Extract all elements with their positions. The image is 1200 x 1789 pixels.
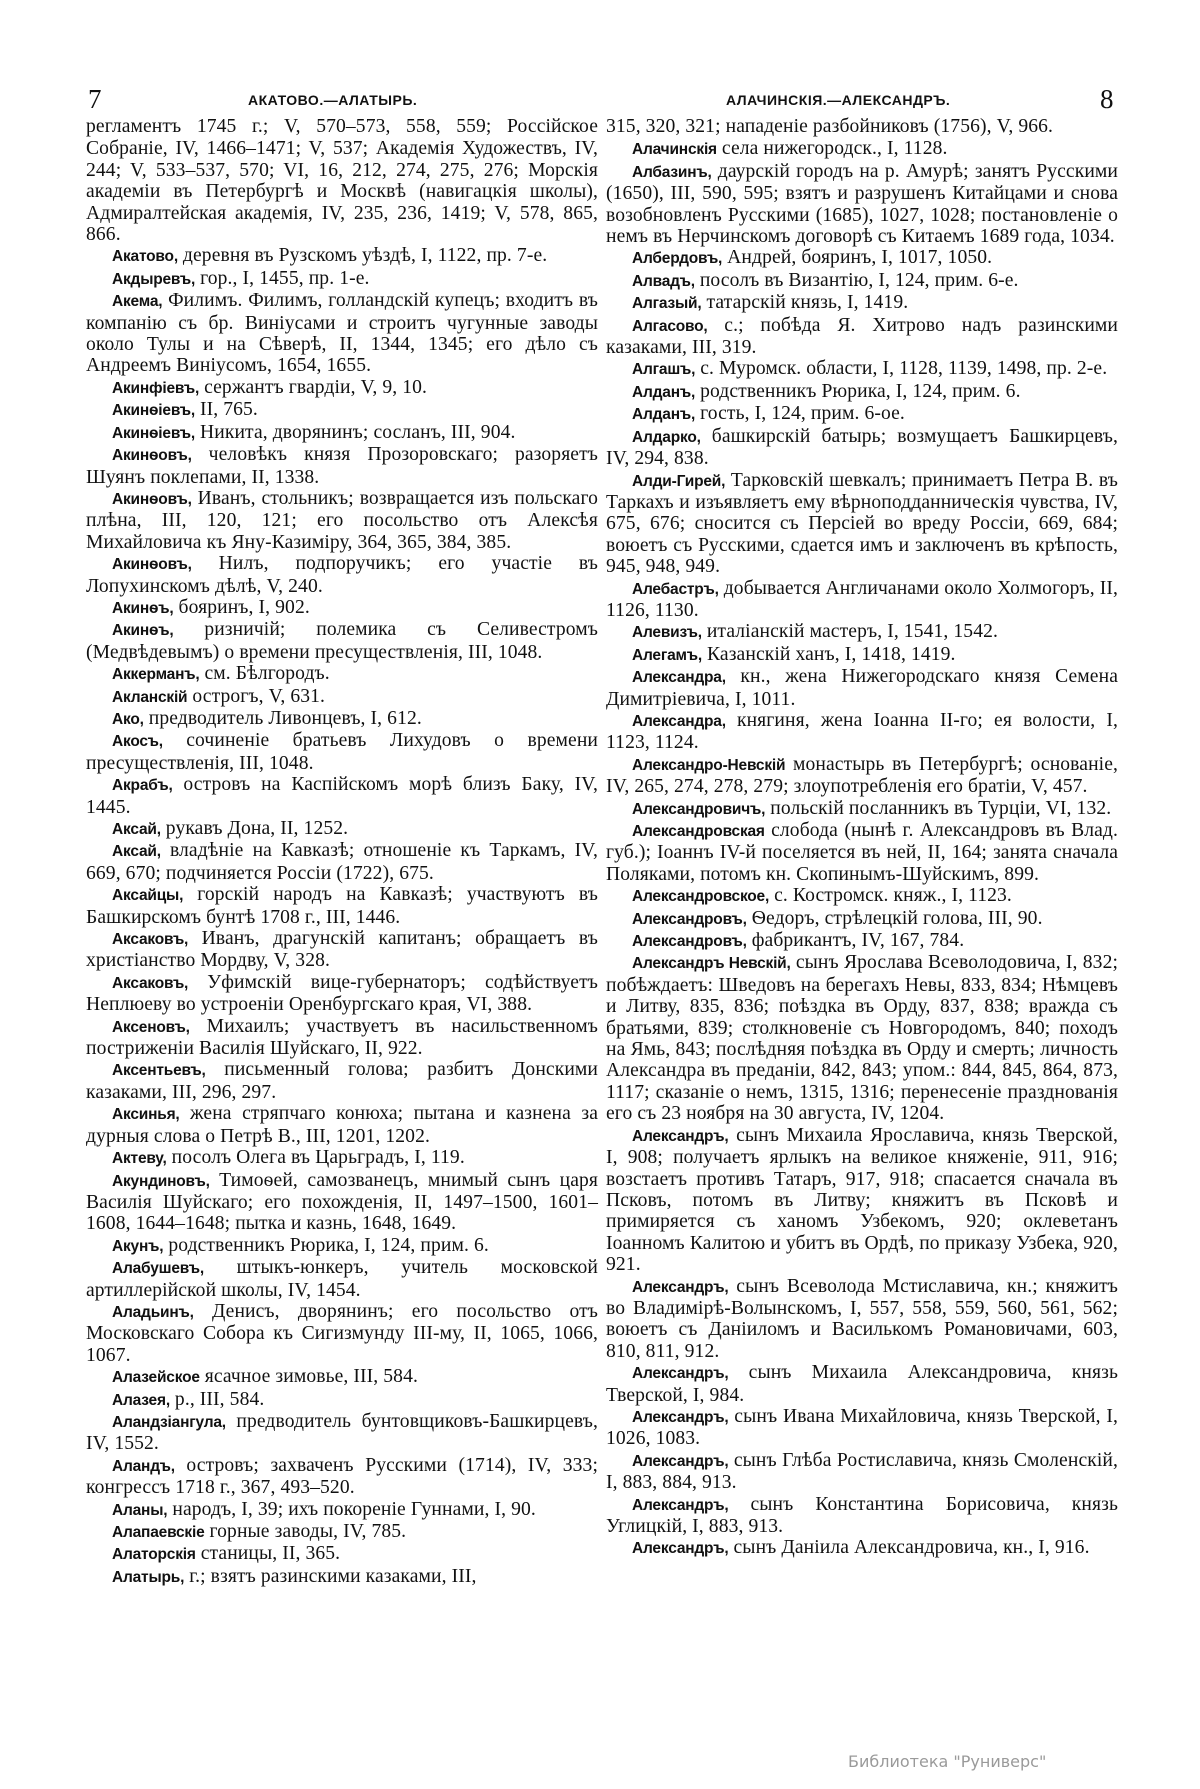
entry-text: кн., жена Нижегородскаго князя Семена Димитріевича, I, 1011. [606,666,1118,710]
index-entry [86,774,598,818]
index-entry [606,1276,1118,1363]
entry-heading: Алгашъ, [632,361,696,379]
entry-heading: Акосъ, [112,733,163,751]
index-entry [606,292,1118,314]
entry-text: башкирскій батырь; возмущаетъ Башкирцевъ, IV, 294, 838. [606,425,1118,470]
entry-heading: Алегамъ, [632,646,703,664]
index-entry [606,798,1118,820]
entry-heading: Алгазый, [632,295,702,313]
entry-heading: Акатово, [112,248,178,266]
entry-heading: Актеву, [112,1150,167,1168]
library-watermark: Библиотека "Руниверс" [848,1752,1047,1771]
right-running-title: АЛАЧИНСКІЯ.—АЛЕКСАНДРЪ. [726,92,951,108]
index-entry [86,597,598,619]
entry-text: островъ на Каспійскомъ морѣ близъ Баку, IV, 1445. [86,774,598,818]
entry-text: Казанскій ханъ, I, 1418, 1419. [702,643,956,665]
index-entry [86,619,598,663]
entry-text: сынъ Михаила Ярославича, князь Тверской, I, 908; получаетъ ярлыкъ на великое княженіе, 911, 916; возстаетъ противъ Татаръ, 917, 918; спасается сначала въ Псковъ, потомъ въ Литву; княжитъ въ Псковѣ и примиряется съ ханомъ Узбекомъ, 920; оклеветанъ Іоанномъ Калитою и убитъ въ Ордѣ, по приказу Узбека, 920, 921. [606,1124,1118,1276]
entry-text: с. Костромск. княж., I, 1123. [769,885,1012,907]
index-entry [606,754,1118,798]
entry-heading: Акунъ, [112,1237,164,1255]
entry-heading: Алазейское [112,1369,200,1387]
entry-heading: Аксаковъ, [112,974,189,992]
entry-text: княгиня, жена Іоанна II-го; ея волости, I, 1123, 1124. [606,709,1118,754]
index-entry [86,290,598,377]
entry-heading: Александро-Невскій [632,756,786,774]
index-entry [86,268,598,290]
entry-text: сочиненіе братьевъ Лихудовъ о времени пресуществленія, III, 1048. [86,730,598,774]
entry-text: Иванъ, драгунскій капитанъ; обращаетъ въ христіанство Мордву, V, 328. [86,928,598,972]
entry-heading: Александръ, [632,1496,729,1514]
entry-text: сынъ Всеволода Мстиславича, кн.; княжитъ во Владимірѣ-Волынскомъ, I, 557, 558, 559, 560, 561, 562; воюетъ съ Даніиломъ и Василькомъ Романовичами, 603, 810, 811, 912. [606,1275,1118,1362]
entry-text: горскій народъ на Кавказѣ; участвуютъ въ Башкирскомъ бунтѣ 1708 г., III, 1446. [86,884,598,928]
entry-text: Иванъ, стольникъ; возвращается изъ польскаго плѣна, III, 120, 121; его посольство отъ Алексѣя Михайловича къ Яну-Казиміру, 364, 365, 384, 385. [86,487,598,553]
entry-heading: Алданъ, [632,406,696,424]
entry-text: письменный голова; разбитъ Донскими казаками, III, 296, 297. [86,1059,598,1103]
entry-heading: Акема, [112,293,163,311]
entry-text: горные заводы, IV, 785. [204,1521,407,1542]
index-entry [606,908,1118,930]
entry-heading: Акинѳіевъ, [112,402,195,420]
entry-heading: Алевизъ, [632,624,702,642]
entry-heading: Акланскій [112,688,188,706]
index-entry [606,1125,1118,1276]
entry-heading: Акундиновъ, [112,1172,210,1190]
index-entry [86,708,598,730]
entry-text: Филимъ. Филимъ, голландскій купецъ; входитъ въ компанію съ бр. Виніусами и строитъ чугунные заводы около Тулы и на Сѣверѣ, II, 1344, 1345; его дѣло съ Андреемъ Виніусомъ, 1654, 1655. [86,290,598,377]
entry-text: Михаилъ; участвуетъ въ насильственномъ постриженіи Василія Шуйскаго, II, 922. [86,1015,598,1060]
entry-text: острогъ, V, 631. [187,685,326,707]
index-entry [606,820,1118,885]
entry-text: регламентъ 1745 г.; V, 570–573, 558, 559; Россійское Собраніе, IV, 1466–1471; V, 537; Академія Художествъ, IV, 244; V, 533–537, 570; VI, 16, 212, 274, 275, 276; Морскія академіи въ Петербургѣ и Москвѣ (навигацкія школы), Адмиралтейская академія, IV, 235, 236, 1419; V, 578, 865, 866. [86,116,598,246]
index-entry [86,1059,598,1103]
index-entry [606,578,1118,622]
index-entry [86,1411,598,1455]
entry-text: г.; взятъ разинскими казаками, III, [184,1565,477,1587]
entry-text: польскій посланникъ въ Турціи, VI, 132. [765,797,1112,819]
left-column [86,116,598,1588]
entry-heading: Акинѳовъ, [112,490,192,508]
entry-heading: Александровичъ, [632,800,766,818]
index-entry [86,488,598,553]
index-entry [606,1362,1118,1406]
entry-text: села нижегородск., I, 1128. [716,138,948,160]
index-entry [606,930,1118,952]
entry-text: Никита, дворянинъ; сосланъ, III, 904. [195,421,516,443]
entry-text: ясачное зимовье, III, 584. [199,1366,418,1388]
index-entry [606,952,1118,1124]
entry-text: Нилъ, подпоручикъ; его участіе въ Лопухинскомъ дѣлѣ, V, 240. [86,553,598,597]
index-entry [86,1455,598,1499]
index-entry [86,1543,598,1565]
entry-heading: Акинѳъ, [112,622,174,640]
entry-heading: Аланы, [112,1501,168,1519]
index-entry [86,245,598,267]
index-entry [606,470,1118,578]
index-entry [86,1389,598,1411]
entry-text: гость, I, 124, прим. 6-ое. [695,403,905,425]
entry-heading: Аландзіангула, [112,1413,226,1431]
entry-text: даурскій городъ на р. Амурѣ; занятъ Русскими (1650), III, 590, 595; взятъ и разрушенъ Китайцами и снова возобновленъ Русскими (1685), 1027, 1028; постановленіе о немъ въ Нерчинскомъ договорѣ съ Китаемъ 1689 года, 1034. [606,160,1118,248]
index-entry [86,377,598,399]
entry-text: посолъ въ Византію, I, 124, прим. 6-е. [694,269,1019,291]
entry-heading: Алазея, [112,1391,170,1409]
entry-heading: Алданъ, [632,383,696,401]
entry-text: сынъ Глѣба Ростиславича, князь Смоленскій, I, 883, 884, 913. [606,1449,1118,1494]
entry-heading: Аксай, [112,821,161,838]
index-entry [606,1406,1118,1450]
entry-text: владѣніе на Кавказѣ; отношеніе къ Таркамъ, IV, 669, 670; подчиняется Россіи (1722), 675. [86,840,598,884]
entry-text: с.; побѣда Я. Хитрово надъ разинскими казаками, III, 319. [606,314,1118,359]
index-entry [606,161,1118,248]
entry-text: сынъ Константина Борисовича, князь Углицкій, I, 883, 913. [606,1493,1118,1537]
index-entry [86,1103,598,1147]
entry-text: островъ; захваченъ Русскими (1714), IV, 333; конгрессъ 1718 г., 367, 493–520. [86,1454,598,1499]
entry-text: штыкъ-юнкеръ, учитель московской артиллерійской школы, IV, 1454. [86,1257,598,1301]
right-page-number: 8 [1100,84,1114,114]
entry-text: бояринъ, I, 902. [173,596,310,618]
index-entry [606,138,1118,160]
entry-text: гор., I, 1455, пр. 1-е. [195,267,370,289]
index-entry [86,116,598,245]
index-entry [86,1521,598,1543]
entry-heading: Алабушевъ, [112,1260,204,1278]
entry-text: человѣкъ князя Прозоровскаго; разоряетъ Шуянъ поклепами, II, 1338. [86,444,598,488]
entry-heading: Аландъ, [112,1457,175,1475]
entry-text: родственникъ Рюрика, I, 124, прим. 6. [695,380,1021,402]
entry-text: Уфимскій вице-губернаторъ; содѣйствуетъ Неплюеву во устроеніи Оренбургскаго края, VI, 388. [86,971,598,1016]
entry-text: ризничій; полемика съ Селивестромъ (Медвѣдевымъ) о времени пресуществленія, III, 1048. [86,619,598,663]
entry-text: добывается Англичанами около Холмогоръ, II, 1126, 1130. [606,577,1118,621]
entry-heading: Александровская [632,823,765,840]
entry-text: слобода (нынѣ г. Александровъ въ Влад. губ.); Іоаннъ IV-й поселяется въ ней, II, 164; занята сначала Поляками, потомъ кн. Скопинымъ-Шуйскимъ, 899. [606,820,1118,885]
entry-heading: Александровское, [632,888,770,906]
index-entry [606,315,1118,359]
index-entry [606,1494,1118,1538]
entry-text: фабрикантъ, IV, 167, 784. [746,930,965,952]
entry-heading: Акинѳіевъ, [112,424,195,442]
entry-heading: Акинѳъ, [112,599,174,617]
entry-heading: Акдыревъ, [112,270,196,288]
index-entry [606,710,1118,754]
entry-text: татарскій князь, I, 1419. [701,292,909,314]
index-entry [86,1366,598,1388]
index-entry [86,1016,598,1060]
entry-text: р., III, 584. [169,1388,265,1410]
index-entry [86,663,598,685]
index-entry [606,270,1118,292]
index-entry [606,1450,1118,1494]
index-entry [606,621,1118,643]
index-entry [86,444,598,488]
index-entry [606,666,1118,710]
entry-heading: Александра, [632,669,726,687]
index-entry [606,358,1118,380]
entry-text: см. Бѣлгородъ. [199,663,330,685]
entry-heading: Акинѳовъ, [112,447,192,465]
left-page-number: 7 [88,84,102,114]
index-entry [86,840,598,884]
index-entry [86,1566,598,1588]
entry-text: 315, 320, 321; нападеніе разбойниковъ (1756), V, 966. [606,116,1054,137]
index-entry [606,403,1118,425]
index-entry [86,972,598,1016]
index-entry [86,1147,598,1169]
entry-heading: Александровъ, [632,910,747,928]
index-entry [606,116,1118,138]
index-entry [606,885,1118,907]
entry-heading: Александръ, [632,1365,729,1383]
left-running-title: АКАТОВО.—АЛАТЫРЬ. [248,92,418,108]
index-entry [86,1499,598,1521]
entry-heading: Алдарко, [632,428,701,446]
entry-text: сынъ Ярослава Всеволодовича, I, 832; побѣждаетъ: Шведовъ на берегахъ Невы, 833, 834; Нѣмцевъ и Литву, 835, 836; поѣздка въ Орду, 837, 838; вражда съ братьями, 839; столкновеніе съ Новгородомъ, 840; походъ на Ямь, 843; послѣдняя поѣздка въ Орду и смерть; личность Александра въ преданіи, 842, 843; упом.: 844, 845, 864, 873, 1117; сказаніе о немъ, 1315, 1316; перенесеніе празднованія его съ 23 ноября на 30 августа, IV, 1204. [606,952,1119,1125]
entry-text: предводитель бунтовщиковъ-Башкирцевъ, IV, 1552. [86,1410,598,1455]
entry-text: деревня въ Рузскомъ уѣздѣ, I, 1122, пр. 7-е. [177,245,548,267]
entry-text: с. Муромск. области, I, 1128, 1139, 1498, пр. 2-е. [695,358,1108,380]
entry-heading: Алди-Гирей, [632,472,726,490]
index-entry [606,644,1118,666]
entry-heading: Алвадъ, [632,272,695,290]
index-entry [86,730,598,774]
index-entry [606,1537,1118,1559]
entry-text: Денисъ, дворянинъ; его посольство отъ Московскаго Собора къ Сигизмунду III-му, II, 1065, 1066, 1067. [86,1300,598,1366]
index-entry [86,818,598,840]
index-entry [606,247,1118,269]
entry-text: Тимоѳей, самозванецъ, мнимый сынъ царя Василія Шуйскаго; его похожденія, II, 1497–1500, 1601–1608, 1644–1648; пытка и казнь, 1648, 1649. [86,1169,598,1235]
index-entry [86,399,598,421]
entry-text: посолъ Олега въ Царьградъ, I, 119. [166,1147,465,1169]
index-entry [86,1257,598,1301]
index-entry [86,422,598,444]
entry-heading: Александръ, [632,1452,729,1470]
entry-heading: Алатырь, [112,1568,185,1586]
entry-text: станицы, II, 365. [195,1543,341,1565]
index-entry [606,426,1118,470]
index-entry [86,553,598,597]
index-entry [86,928,598,972]
entry-heading: Алаторскія [112,1546,196,1564]
entry-text: рукавъ Дона, II, 1252. [160,818,349,839]
entry-text: II, 765. [195,399,258,421]
entry-text: италіанскій мастеръ, I, 1541, 1542. [701,621,998,643]
index-entry [86,884,598,928]
entry-heading: Алапаевскіе [112,1524,205,1541]
index-entry [86,1170,598,1235]
entry-text: монастырь въ Петербургѣ; основаніе, IV, 265, 274, 278, 279; злоупотребленія его братіи, V, 457. [606,753,1118,798]
entry-heading: Александръ, [632,1540,729,1558]
entry-heading: Алебастръ, [632,580,719,598]
entry-text: Ѳедоръ, стрѣлецкій голова, III, 90. [746,907,1043,929]
entry-heading: Аксеновъ, [112,1018,190,1036]
entry-heading: Албердовъ, [632,250,723,268]
entry-heading: Аксай, [112,843,161,861]
entry-heading: Александра, [632,712,726,730]
entry-heading: Аксинья, [112,1106,180,1124]
entry-heading: Александръ, [632,1278,729,1296]
entry-text: Андрей, бояринъ, I, 1017, 1050. [722,247,993,269]
entry-text: родственникъ Рюрика, I, 124, прим. 6. [163,1234,489,1256]
entry-heading: Ако, [112,710,144,728]
entry-heading: Алачинскія [632,141,717,159]
entry-heading: Александръ Невскій, [632,955,791,973]
index-entry [606,381,1118,403]
entry-heading: Аккерманъ, [112,666,200,684]
entry-text: сынъ Ивана Михайловича, князь Тверской, I, 1026, 1083. [606,1405,1118,1450]
entry-heading: Александръ, [632,1408,729,1426]
index-entry [86,1235,598,1257]
entry-text: жена стряпчаго конюха; пытана и казнена за дурныя слова о Петрѣ В., III, 1201, 1202. [86,1103,598,1147]
index-entry [86,1301,598,1366]
entry-text: сержантъ гвардіи, V, 9, 10. [199,376,428,398]
right-column [606,116,1118,1560]
entry-heading: Аксентьевъ, [112,1062,206,1080]
entry-heading: Акинѳовъ, [112,556,192,574]
entry-text: сынъ Михаила Александровича, князь Тверской, I, 984. [606,1362,1118,1406]
entry-text: предводитель Ливонцевъ, I, 612. [143,707,422,729]
entry-heading: Александръ, [632,1127,729,1145]
entry-heading: Акрабъ, [112,777,173,795]
entry-heading: Александровъ, [632,933,747,951]
entry-heading: Акинфіевъ, [112,379,200,397]
entry-heading: Алгасово, [632,317,708,335]
entry-heading: Аксайцы, [112,887,184,905]
entry-text: сынъ Даніила Александровича, кн., I, 916. [728,1537,1090,1559]
entry-heading: Аладьинъ, [112,1303,194,1321]
index-entry [86,686,598,708]
entry-heading: Албазинъ, [632,163,712,181]
entry-text: народъ, I, 39; ихъ покореніе Гуннами, I, 90. [167,1498,536,1520]
entry-heading: Аксаковъ, [112,931,189,949]
entry-text: Тарковскій шевкалъ; принимаетъ Петра В. въ Таркахъ и изъявляетъ ему вѣрноподданническія чувства, IV, 675, 676; сносится съ Персіей во вреду Россіи, 669, 684; воюетъ съ Русскими, сдается имъ и заключенъ въ крѣпость, 945, 948, 949. [606,469,1118,578]
